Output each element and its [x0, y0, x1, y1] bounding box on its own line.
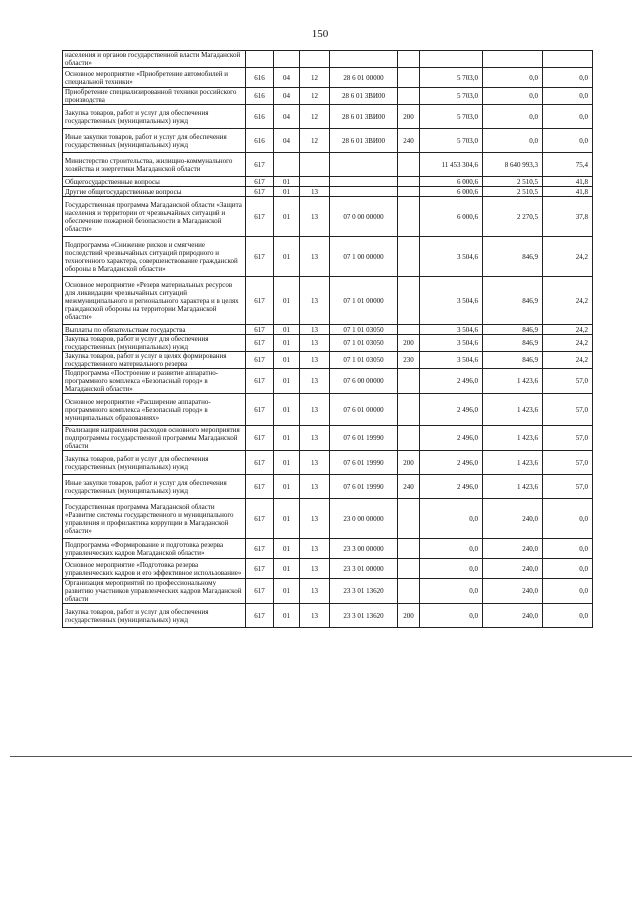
cell-csr [330, 153, 398, 177]
cell-name: Иные закупки товаров, работ и услуг для обеспечения государственных (муниципальных) нужд [63, 475, 246, 499]
cell-s1: 3 504,6 [420, 325, 483, 335]
cell-s2: 1 423,6 [483, 451, 543, 475]
cell-pr: 13 [300, 579, 330, 604]
cell-s1 [420, 51, 483, 68]
table-row [63, 475, 593, 499]
cell-name: Другие общегосударственные вопросы [63, 187, 246, 197]
cell-s1: 2 496,0 [420, 451, 483, 475]
cell-rz: 04 [274, 68, 300, 88]
cell-pr: 12 [300, 88, 330, 105]
cell-pct: 41,8 [543, 177, 593, 187]
cell-vr [398, 325, 420, 335]
cell-s1: 0,0 [420, 579, 483, 604]
cell-ved: 617 [246, 579, 274, 604]
cell-name: Реализация направления расходов основного мероприятия подпрограммы государственной программы Магаданской области [63, 426, 246, 451]
table-row [63, 579, 593, 604]
cell-pr: 13 [300, 277, 330, 325]
cell-pct: 24,2 [543, 352, 593, 369]
cell-s2: 846,9 [483, 335, 543, 352]
cell-s2: 1 423,6 [483, 369, 543, 394]
cell-pct: 0,0 [543, 559, 593, 579]
cell-csr: 07 6 00 00000 [330, 369, 398, 394]
cell-csr: 28 6 01 3ВИ00 [330, 105, 398, 129]
table-row [63, 369, 593, 394]
cell-name: Выплаты по обязательствам государства [63, 325, 246, 335]
table-row [63, 426, 593, 451]
cell-pr: 13 [300, 325, 330, 335]
cell-pct: 0,0 [543, 105, 593, 129]
cell-pct: 0,0 [543, 539, 593, 559]
cell-rz: 01 [274, 499, 300, 539]
cell-s2 [483, 51, 543, 68]
table-row [63, 352, 593, 369]
cell-s1: 2 496,0 [420, 394, 483, 426]
cell-rz: 01 [274, 604, 300, 628]
cell-name: Приобретение специализированной техники российского производства [63, 88, 246, 105]
cell-s1: 6 000,6 [420, 197, 483, 237]
cell-csr: 28 6 01 3ВИ00 [330, 88, 398, 105]
cell-pr: 13 [300, 187, 330, 197]
cell-csr: 23 3 01 00000 [330, 559, 398, 579]
cell-pct: 57,0 [543, 475, 593, 499]
cell-ved: 617 [246, 369, 274, 394]
table-row [63, 68, 593, 88]
cell-s2: 0,0 [483, 68, 543, 88]
cell-pct: 0,0 [543, 129, 593, 153]
cell-ved: 617 [246, 335, 274, 352]
cell-pct: 57,0 [543, 394, 593, 426]
cell-s2: 240,0 [483, 559, 543, 579]
cell-ved: 617 [246, 237, 274, 277]
cell-s1: 5 703,0 [420, 129, 483, 153]
cell-pr: 13 [300, 426, 330, 451]
cell-s1: 6 000,6 [420, 187, 483, 197]
cell-vr [398, 68, 420, 88]
cell-s2: 0,0 [483, 129, 543, 153]
page-number: 150 [311, 28, 329, 40]
table-row [63, 539, 593, 559]
cell-s1: 3 504,6 [420, 352, 483, 369]
cell-csr: 23 3 01 13620 [330, 579, 398, 604]
cell-s2: 2 510,5 [483, 187, 543, 197]
cell-pr: 13 [300, 451, 330, 475]
cell-vr [398, 394, 420, 426]
cell-s2: 0,0 [483, 88, 543, 105]
cell-ved: 617 [246, 352, 274, 369]
cell-pr: 12 [300, 68, 330, 88]
cell-s1: 0,0 [420, 499, 483, 539]
cell-csr [330, 187, 398, 197]
table-row [63, 105, 593, 129]
cell-ved: 617 [246, 325, 274, 335]
cell-name: Подпрограмма «Построение и развитие аппаратно-программного комплекса «Безопасный город» в Магаданской области» [63, 369, 246, 394]
cell-pct: 41,8 [543, 187, 593, 197]
cell-rz: 04 [274, 105, 300, 129]
cell-ved: 617 [246, 197, 274, 237]
table-row [63, 604, 593, 628]
cell-vr: 240 [398, 475, 420, 499]
cell-s1: 3 504,6 [420, 335, 483, 352]
cell-ved: 616 [246, 129, 274, 153]
table-row [63, 451, 593, 475]
cell-pct: 0,0 [543, 68, 593, 88]
cell-pr: 13 [300, 197, 330, 237]
cell-ved: 617 [246, 394, 274, 426]
cell-vr [398, 237, 420, 277]
cell-pr: 13 [300, 539, 330, 559]
cell-ved: 616 [246, 105, 274, 129]
table-row [63, 177, 593, 187]
cell-name: Основное мероприятие «Подготовка резерва управленческих кадров и его эффективное использование» [63, 559, 246, 579]
cell-csr: 07 1 01 03050 [330, 325, 398, 335]
cell-rz: 01 [274, 352, 300, 369]
table-row [63, 187, 593, 197]
cell-rz: 01 [274, 539, 300, 559]
cell-s2: 240,0 [483, 539, 543, 559]
cell-s2: 1 423,6 [483, 475, 543, 499]
cell-name: Государственная программа Магаданской области «Защита населения и территории от чрезвычайных ситуаций и обеспечение пожарной безопасности в Магаданской области» [63, 197, 246, 237]
table-row [63, 88, 593, 105]
cell-ved: 617 [246, 499, 274, 539]
cell-rz: 01 [274, 237, 300, 277]
cell-vr [398, 499, 420, 539]
cell-name: Подпрограмма «Снижение рисков и смягчение последствий чрезвычайных ситуаций природного и техногенного характера, совершенствование гражданской обороны в Магаданской области» [63, 237, 246, 277]
cell-pct [543, 51, 593, 68]
cell-csr: 07 6 01 19990 [330, 426, 398, 451]
cell-vr [398, 579, 420, 604]
cell-vr [398, 539, 420, 559]
cell-s1: 0,0 [420, 559, 483, 579]
cell-csr [330, 177, 398, 187]
cell-s1: 0,0 [420, 604, 483, 628]
cell-pct: 24,2 [543, 237, 593, 277]
cell-csr: 07 1 01 03050 [330, 352, 398, 369]
cell-pct: 0,0 [543, 579, 593, 604]
cell-s2: 2 510,5 [483, 177, 543, 187]
cell-s2: 240,0 [483, 499, 543, 539]
cell-name: Организация мероприятий по профессиональному развитию участников управленческих кадров Магаданской области [63, 579, 246, 604]
cell-csr: 23 3 00 00000 [330, 539, 398, 559]
cell-csr: 07 1 01 00000 [330, 277, 398, 325]
cell-name: Закупка товаров, работ и услуг в целях формирования государственного материального резерва [63, 352, 246, 369]
cell-rz: 01 [274, 335, 300, 352]
cell-name: Министерство строительства, жилищно-коммунального хозяйства и энергетики Магаданской области [63, 153, 246, 177]
cell-name: Закупка товаров, работ и услуг для обеспечения государственных (муниципальных) нужд [63, 335, 246, 352]
cell-rz: 04 [274, 88, 300, 105]
cell-s2: 2 270,5 [483, 197, 543, 237]
table-row [63, 197, 593, 237]
cell-name: Закупка товаров, работ и услуг для обеспечения государственных (муниципальных) нужд [63, 451, 246, 475]
cell-pr: 13 [300, 335, 330, 352]
cell-rz: 01 [274, 559, 300, 579]
cell-name: Основное мероприятие «Резерв материальных ресурсов для ликвидации чрезвычайных ситуаций межмуниципального и регионального характера и в целях гражданской обороны на территории Магаданской области» [63, 277, 246, 325]
cell-ved: 617 [246, 187, 274, 197]
cell-pr: 12 [300, 129, 330, 153]
cell-vr [398, 197, 420, 237]
cell-name: Иные закупки товаров, работ и услуг для обеспечения государственных (муниципальных) нужд [63, 129, 246, 153]
cell-s2: 0,0 [483, 105, 543, 129]
cell-vr [398, 153, 420, 177]
cell-s1: 2 496,0 [420, 426, 483, 451]
cell-rz: 01 [274, 187, 300, 197]
cell-ved: 617 [246, 559, 274, 579]
cell-s2: 240,0 [483, 579, 543, 604]
cell-s2: 846,9 [483, 237, 543, 277]
table-row [63, 237, 593, 277]
cell-pct: 24,2 [543, 325, 593, 335]
cell-vr: 200 [398, 451, 420, 475]
cell-rz [274, 153, 300, 177]
cell-s1: 2 496,0 [420, 475, 483, 499]
cell-ved: 617 [246, 539, 274, 559]
cell-rz: 01 [274, 394, 300, 426]
cell-s1: 5 703,0 [420, 68, 483, 88]
cell-rz: 01 [274, 579, 300, 604]
cell-s2: 240,0 [483, 604, 543, 628]
cell-name: Закупка товаров, работ и услуг для обеспечения государственных (муниципальных) нужд [63, 604, 246, 628]
cell-vr [398, 51, 420, 68]
cell-vr [398, 559, 420, 579]
cell-vr [398, 277, 420, 325]
table-row [63, 129, 593, 153]
cell-vr: 230 [398, 352, 420, 369]
cell-rz: 01 [274, 451, 300, 475]
cell-pr [300, 51, 330, 68]
cell-rz: 01 [274, 426, 300, 451]
cell-name: Подпрограмма «Формирование и подготовка резерва управленческих кадров Магаданской области» [63, 539, 246, 559]
table-row [63, 559, 593, 579]
cell-s2: 846,9 [483, 325, 543, 335]
cell-pct: 0,0 [543, 88, 593, 105]
cell-rz: 04 [274, 129, 300, 153]
cell-vr: 200 [398, 604, 420, 628]
cell-pct: 57,0 [543, 451, 593, 475]
cell-ved: 617 [246, 177, 274, 187]
cell-csr: 28 6 01 3ВИ00 [330, 129, 398, 153]
cell-s1: 2 496,0 [420, 369, 483, 394]
cell-ved: 616 [246, 88, 274, 105]
cell-name: Общегосударственные вопросы [63, 177, 246, 187]
cell-csr: 23 3 01 13620 [330, 604, 398, 628]
cell-vr [398, 177, 420, 187]
cell-vr [398, 369, 420, 394]
cell-rz: 01 [274, 277, 300, 325]
cell-s1: 3 504,6 [420, 277, 483, 325]
cell-vr: 200 [398, 105, 420, 129]
cell-pr [300, 153, 330, 177]
table-row [63, 394, 593, 426]
cell-name: Государственная программа Магаданской области «Развитие системы государственного и муниципального управления и профилактика коррупции в Магаданской области» [63, 499, 246, 539]
cell-ved [246, 51, 274, 68]
table-row [63, 51, 593, 68]
cell-csr [330, 51, 398, 68]
cell-s2: 1 423,6 [483, 394, 543, 426]
cell-pr: 13 [300, 499, 330, 539]
cell-pct: 24,2 [543, 277, 593, 325]
cell-s2: 1 423,6 [483, 426, 543, 451]
table-row [63, 277, 593, 325]
cell-rz: 01 [274, 475, 300, 499]
cell-name: населения и органов государственной власти Магаданской области» [63, 51, 246, 68]
cell-pr: 13 [300, 475, 330, 499]
cell-rz: 01 [274, 325, 300, 335]
table-row [63, 499, 593, 539]
cell-csr: 28 6 01 00000 [330, 68, 398, 88]
cell-pr: 13 [300, 394, 330, 426]
cell-csr: 07 6 01 19990 [330, 475, 398, 499]
cell-name: Основное мероприятие «Расширение аппаратно-программного комплекса «Безопасный город» в муниципальных образованиях» [63, 394, 246, 426]
cell-ved: 617 [246, 277, 274, 325]
cell-pr: 13 [300, 559, 330, 579]
cell-rz: 01 [274, 177, 300, 187]
cell-ved: 617 [246, 475, 274, 499]
cell-vr [398, 88, 420, 105]
table-row [63, 335, 593, 352]
cell-s1: 5 703,0 [420, 88, 483, 105]
cell-s2: 846,9 [483, 277, 543, 325]
cell-csr: 07 1 01 03050 [330, 335, 398, 352]
cell-pr: 13 [300, 369, 330, 394]
cell-pct: 37,8 [543, 197, 593, 237]
cell-vr: 240 [398, 129, 420, 153]
cell-csr: 07 0 00 00000 [330, 197, 398, 237]
cell-rz: 01 [274, 369, 300, 394]
footer-divider [10, 756, 632, 757]
cell-ved: 616 [246, 68, 274, 88]
cell-pct: 57,0 [543, 426, 593, 451]
table-row [63, 153, 593, 177]
cell-rz: 01 [274, 197, 300, 237]
cell-pr [300, 177, 330, 187]
cell-csr: 07 6 01 00000 [330, 394, 398, 426]
table-row [63, 325, 593, 335]
cell-name: Закупка товаров, работ и услуг для обеспечения государственных (муниципальных) нужд [63, 105, 246, 129]
cell-vr [398, 426, 420, 451]
cell-pr: 12 [300, 105, 330, 129]
cell-ved: 617 [246, 426, 274, 451]
cell-rz [274, 51, 300, 68]
cell-s1: 6 000,6 [420, 177, 483, 187]
cell-s2: 8 640 993,3 [483, 153, 543, 177]
cell-csr: 23 0 00 00000 [330, 499, 398, 539]
cell-ved: 617 [246, 604, 274, 628]
cell-vr [398, 187, 420, 197]
cell-name: Основное мероприятие «Приобретение автомобилей и специальной техники» [63, 68, 246, 88]
cell-s2: 846,9 [483, 352, 543, 369]
cell-pr: 13 [300, 237, 330, 277]
cell-pct: 24,2 [543, 335, 593, 352]
cell-pct: 0,0 [543, 604, 593, 628]
cell-s1: 3 504,6 [420, 237, 483, 277]
cell-pr: 13 [300, 604, 330, 628]
cell-pr: 13 [300, 352, 330, 369]
cell-pct: 75,4 [543, 153, 593, 177]
cell-csr: 07 1 00 00000 [330, 237, 398, 277]
cell-vr: 200 [398, 335, 420, 352]
cell-s1: 11 453 304,6 [420, 153, 483, 177]
cell-s1: 5 703,0 [420, 105, 483, 129]
cell-ved: 617 [246, 153, 274, 177]
cell-pct: 57,0 [543, 369, 593, 394]
cell-pct: 0,0 [543, 499, 593, 539]
cell-ved: 617 [246, 451, 274, 475]
cell-csr: 07 6 01 19990 [330, 451, 398, 475]
budget-table [62, 50, 593, 628]
cell-s1: 0,0 [420, 539, 483, 559]
